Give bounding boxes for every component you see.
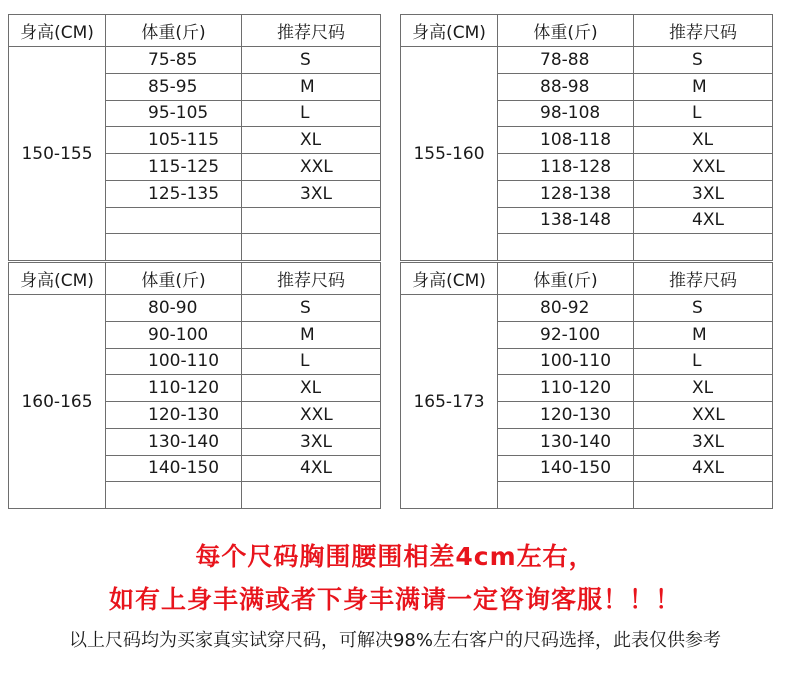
table-row — [9, 47, 381, 74]
size-cell: XXL — [634, 154, 773, 181]
size-cell: L — [634, 100, 773, 127]
size-cell: S — [634, 47, 773, 74]
header-height: 身高(CM) — [9, 263, 106, 295]
size-cell: 4XL — [634, 455, 773, 482]
table-row — [401, 47, 773, 74]
size-cell: XXL — [242, 154, 381, 181]
header-height: 身高(CM) — [401, 15, 498, 47]
weight-cell: 140-150 — [106, 455, 242, 482]
weight-cell: 105-115 — [106, 127, 242, 154]
weight-cell: 100-110 — [498, 348, 634, 375]
size-cell — [242, 207, 381, 234]
weight-cell — [498, 234, 634, 261]
weight-cell: 118-128 — [498, 154, 634, 181]
size-cell: XL — [634, 375, 773, 402]
weight-cell: 140-150 — [498, 455, 634, 482]
header-weight: 体重(斤) — [106, 15, 242, 47]
weight-cell: 138-148 — [498, 207, 634, 234]
header-height: 身高(CM) — [9, 15, 106, 47]
size-cell: L — [634, 348, 773, 375]
weight-cell: 75-85 — [106, 47, 242, 74]
weight-cell — [106, 482, 242, 509]
size-cell — [634, 234, 773, 261]
size-cell: M — [634, 321, 773, 348]
size-cell: 4XL — [242, 455, 381, 482]
weight-cell: 120-130 — [498, 402, 634, 429]
weight-cell: 95-105 — [106, 100, 242, 127]
height-range-cell: 150-155 — [9, 47, 106, 261]
height-range-cell: 160-165 — [9, 295, 106, 509]
weight-cell: 98-108 — [498, 100, 634, 127]
weight-cell: 130-140 — [498, 428, 634, 455]
size-cell: 3XL — [634, 180, 773, 207]
size-table-3 — [8, 262, 381, 509]
size-cell — [634, 482, 773, 509]
size-cell: XL — [242, 375, 381, 402]
weight-cell: 80-90 — [106, 295, 242, 322]
size-cell: L — [242, 100, 381, 127]
height-range-cell: 165-173 — [401, 295, 498, 509]
size-cell: M — [242, 73, 381, 100]
height-range-cell: 155-160 — [401, 47, 498, 261]
size-cell: 4XL — [634, 207, 773, 234]
weight-cell: 88-98 — [498, 73, 634, 100]
size-table-1 — [8, 14, 381, 261]
size-cell: M — [242, 321, 381, 348]
table-header-row — [401, 15, 773, 47]
weight-cell: 110-120 — [106, 375, 242, 402]
size-cell: M — [634, 73, 773, 100]
size-cell: XXL — [242, 402, 381, 429]
size-table-4 — [400, 262, 773, 509]
weight-cell: 78-88 — [498, 47, 634, 74]
size-cell: XL — [634, 127, 773, 154]
weight-cell — [498, 482, 634, 509]
size-cell — [242, 234, 381, 261]
footnote: 以上尺码均为买家真实试穿尺码，可解决98%左右客户的尺码选择，此表仅供参考 — [68, 630, 721, 651]
table-header-row — [9, 263, 381, 295]
header-size: 推荐尺码 — [242, 15, 381, 47]
header-weight: 体重(斤) — [106, 263, 242, 295]
weight-cell: 90-100 — [106, 321, 242, 348]
weight-cell: 110-120 — [498, 375, 634, 402]
weight-cell — [106, 207, 242, 234]
notice-line-1: 每个尺码胸围腰围相差4cm左右， — [195, 542, 595, 571]
header-weight: 体重(斤) — [498, 263, 634, 295]
size-cell: XL — [242, 127, 381, 154]
table-row — [401, 295, 773, 322]
header-size: 推荐尺码 — [634, 263, 773, 295]
size-cell: S — [242, 47, 381, 74]
table-header-row — [401, 263, 773, 295]
weight-cell: 80-92 — [498, 295, 634, 322]
weight-cell: 92-100 — [498, 321, 634, 348]
header-height: 身高(CM) — [401, 263, 498, 295]
weight-cell: 108-118 — [498, 127, 634, 154]
size-cell: S — [242, 295, 381, 322]
size-cell: 3XL — [634, 428, 773, 455]
size-cell: S — [634, 295, 773, 322]
size-cell: XXL — [634, 402, 773, 429]
size-cell: 3XL — [242, 428, 381, 455]
weight-cell: 85-95 — [106, 73, 242, 100]
weight-cell — [106, 234, 242, 261]
header-weight: 体重(斤) — [498, 15, 634, 47]
size-cell — [242, 482, 381, 509]
notice-line-2: 如有上身丰满或者下身丰满请一定咨询客服！！！ — [108, 585, 681, 614]
weight-cell: 128-138 — [498, 180, 634, 207]
size-table-2 — [400, 14, 773, 261]
table-row — [9, 295, 381, 322]
size-cell: 3XL — [242, 180, 381, 207]
weight-cell: 125-135 — [106, 180, 242, 207]
weight-cell: 130-140 — [106, 428, 242, 455]
weight-cell: 120-130 — [106, 402, 242, 429]
header-size: 推荐尺码 — [634, 15, 773, 47]
header-size: 推荐尺码 — [242, 263, 381, 295]
weight-cell: 115-125 — [106, 154, 242, 181]
table-header-row — [9, 15, 381, 47]
size-cell: L — [242, 348, 381, 375]
weight-cell: 100-110 — [106, 348, 242, 375]
